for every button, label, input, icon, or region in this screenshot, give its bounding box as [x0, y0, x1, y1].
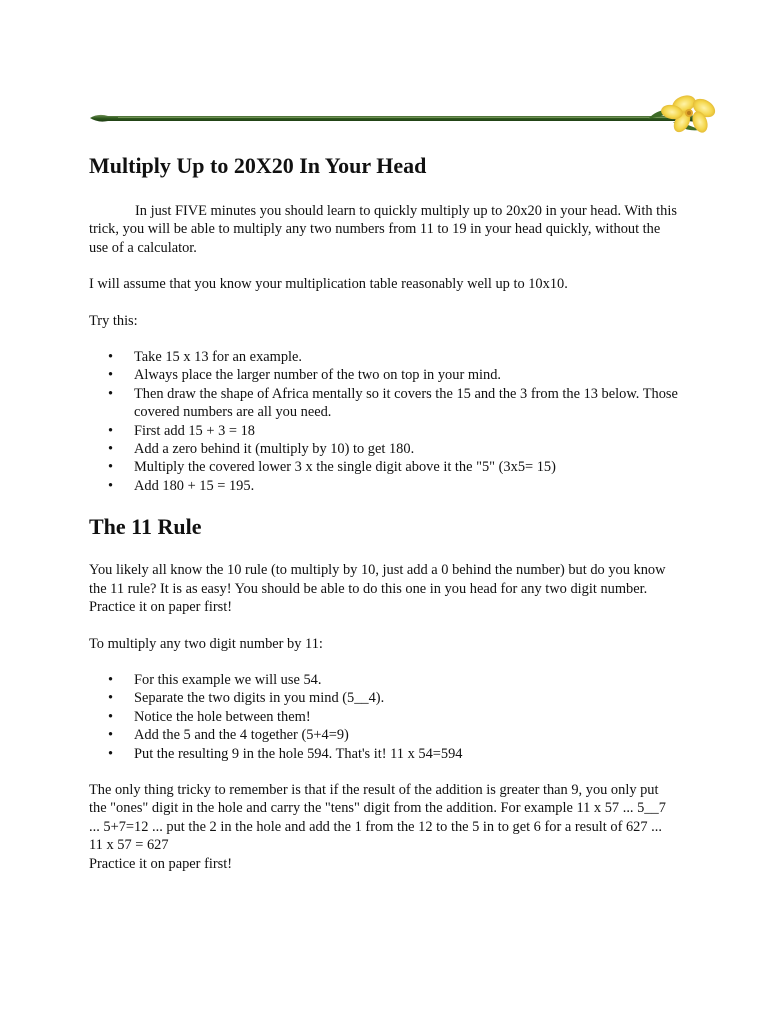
document-body — [89, 152, 679, 873]
section-heading-11-rule: The 11 Rule — [89, 514, 202, 540]
assume-paragraph: I will assume that you know your multiplication table reasonably well up to 10x10. — [89, 276, 568, 293]
list-item: • Notice the hole between them! — [134, 708, 679, 726]
rule-lead-paragraph: To multiply any two digit number by 11: — [89, 635, 323, 652]
list-item: • Add the 5 and the 4 together (5+4=9) — [134, 726, 679, 744]
list-item: • First add 15 + 3 = 18 — [134, 422, 679, 440]
list-item: • Put the resulting 9 in the hole 594. That's it! 11 x 54=594 — [134, 745, 679, 763]
vine-divider — [88, 92, 720, 136]
practice-line: Practice it on paper first! — [89, 855, 233, 872]
section-heading-multiply: Multiply Up to 20X20 In Your Head — [89, 153, 427, 178]
list-item: • Multiply the covered lower 3 x the single digit above it the "5" (3x5= 15) — [134, 458, 679, 476]
rule-intro-paragraph: You likely all know the 10 rule (to multiply by 10, just add a 0 behind the number) but do you know the 11 rule? It is as easy! You should be able to do this one in you head for any two digit number. Practice it on paper first! — [89, 562, 666, 616]
list-item: • Take 15 x 13 for an example. — [134, 348, 679, 366]
list-item: • Always place the larger number of the two on top in your mind. — [134, 366, 679, 384]
intro-paragraph: In just FIVE minutes you should learn to quickly multiply up to 20x20 in your head. With this trick, you will be able to multiply any two numbers from 11 to 19 in your head quickly, without the use of a calculator. — [89, 203, 677, 256]
try-paragraph: Try this: — [89, 312, 138, 329]
multiply-steps-list — [89, 348, 679, 495]
list-item: • Add 180 + 15 = 195. — [134, 477, 679, 495]
list-item: • Separate the two digits in you mind (5__4). — [134, 689, 679, 707]
tricky-paragraph: The only thing tricky to remember is that if the result of the addition is greater than 9, you only put the "ones" digit in the hole and carry the "tens" digit from the addition. For example 11 x 57 ... 5__7 ... 5+7=12 ... put the 2 in the hole and add the 1 from the 12 to the 5 in to get 6 for a result of 627 ... 11 x 57 = 627 — [89, 781, 666, 854]
list-item: • For this example we will use 54. — [134, 671, 679, 689]
rule-steps-list — [89, 671, 679, 763]
list-item: • Then draw the shape of Africa mentally so it covers the 15 and the 3 from the 13 below. Those covered numbers are all you need. — [134, 385, 679, 422]
list-item: • Add a zero behind it (multiply by 10) to get 180. — [134, 440, 679, 458]
